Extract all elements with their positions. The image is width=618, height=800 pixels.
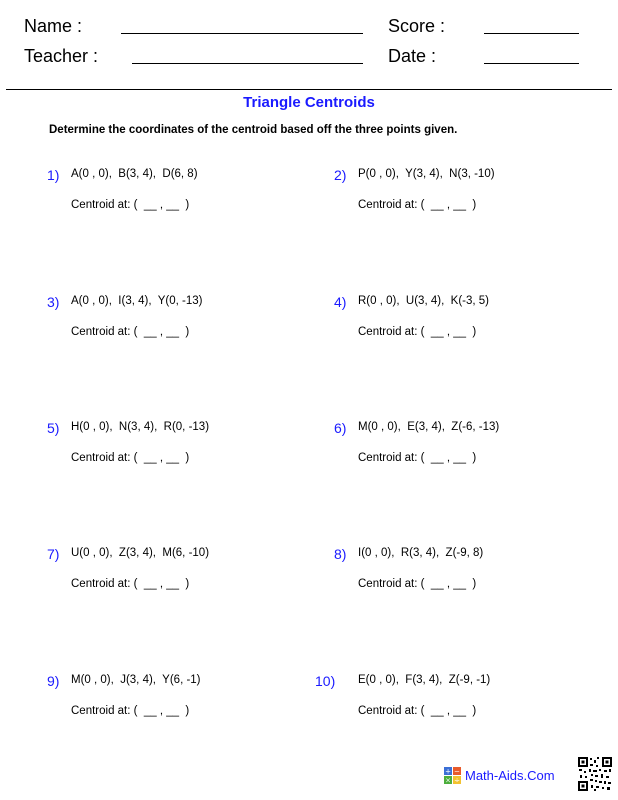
teacher-label: Teacher : — [24, 46, 99, 66]
centroid-answer-field[interactable]: Centroid at: ( __ , __ ) — [71, 705, 190, 717]
problem-points: E(0 , 0), F(3, 4), Z(-9, -1) — [358, 674, 491, 686]
score-label: Score : — [388, 16, 446, 36]
worksheet-title: Triangle Centroids — [243, 94, 375, 111]
problem-points: M(0 , 0), E(3, 4), Z(-6, -13) — [358, 421, 500, 433]
problem-points: A(0 , 0), B(3, 4), D(6, 8) — [71, 168, 198, 180]
name-line[interactable] — [121, 33, 363, 34]
svg-text:×: × — [445, 776, 451, 784]
centroid-answer-field[interactable]: Centroid at: ( __ , __ ) — [71, 578, 190, 590]
problem-number: 10) — [315, 673, 336, 689]
problem-item — [334, 420, 618, 480]
centroid-answer-field[interactable]: Centroid at: ( __ , __ ) — [71, 326, 190, 338]
centroid-answer-field[interactable]: Centroid at: ( __ , __ ) — [358, 326, 477, 338]
problem-points: P(0 , 0), Y(3, 4), N(3, -10) — [358, 168, 495, 180]
problem-number: 2) — [334, 167, 347, 183]
centroid-answer-field[interactable]: Centroid at: ( __ , __ ) — [358, 578, 477, 590]
centroid-answer-field[interactable]: Centroid at: ( __ , __ ) — [358, 199, 477, 211]
centroid-answer-field[interactable]: Centroid at: ( __ , __ ) — [358, 705, 477, 717]
name-label: Name : — [24, 16, 83, 36]
date-line[interactable] — [484, 63, 579, 64]
centroid-answer-field[interactable]: Centroid at: ( __ , __ ) — [71, 452, 190, 464]
problem-item — [47, 420, 331, 480]
site-name[interactable]: Math-Aids.Com — [465, 768, 555, 783]
problem-points: R(0 , 0), U(3, 4), K(-3, 5) — [358, 295, 489, 307]
centroid-answer-field[interactable]: Centroid at: ( __ , __ ) — [358, 452, 477, 464]
problem-item — [47, 294, 331, 354]
instructions: Determine the coordinates of the centroid based off the three points given. — [49, 124, 458, 136]
problem-points: M(0 , 0), J(3, 4), Y(6, -1) — [71, 674, 201, 686]
problem-item — [334, 546, 618, 606]
problem-points: I(0 , 0), R(3, 4), Z(-9, 8) — [358, 547, 484, 559]
svg-text:+: + — [445, 767, 451, 776]
math-aids-logo-icon — [444, 767, 461, 784]
svg-text:÷: ÷ — [454, 776, 460, 784]
problem-item — [47, 673, 331, 733]
score-line[interactable] — [484, 33, 579, 34]
header-divider — [6, 89, 612, 90]
problem-number: 1) — [47, 167, 60, 183]
problem-number: 7) — [47, 546, 60, 562]
problem-item — [334, 294, 618, 354]
date-label: Date : — [388, 46, 437, 66]
problem-points: H(0 , 0), N(3, 4), R(0, -13) — [71, 421, 210, 433]
problem-item — [334, 167, 618, 227]
centroid-answer-field[interactable]: Centroid at: ( __ , __ ) — [71, 199, 190, 211]
qr-code-icon — [577, 756, 613, 792]
problem-number: 3) — [47, 294, 60, 310]
problem-item — [47, 546, 331, 606]
problem-item — [315, 673, 618, 733]
problem-points: A(0 , 0), I(3, 4), Y(0, -13) — [71, 295, 203, 307]
problem-number: 6) — [334, 420, 347, 436]
problem-item — [47, 167, 331, 227]
teacher-line[interactable] — [132, 63, 363, 64]
problem-points: U(0 , 0), Z(3, 4), M(6, -10) — [71, 547, 210, 559]
svg-text:−: − — [454, 767, 460, 776]
problem-number: 4) — [334, 294, 347, 310]
problem-number: 8) — [334, 546, 347, 562]
problem-number: 9) — [47, 673, 60, 689]
problem-number: 5) — [47, 420, 60, 436]
